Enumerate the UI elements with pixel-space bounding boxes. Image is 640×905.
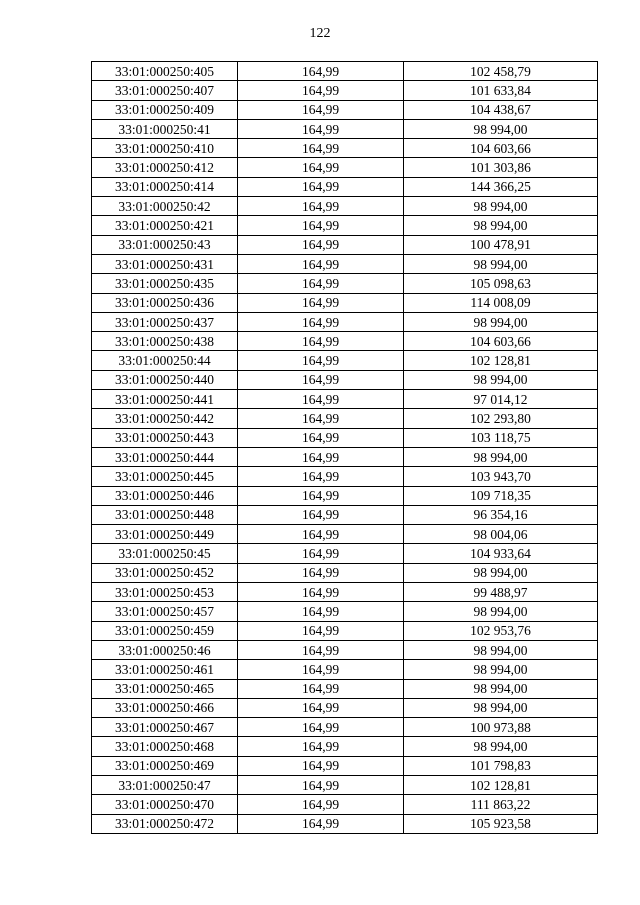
cadastral-value-cell: 98 994,00 [404,447,598,466]
cadastral-value-cell: 103 943,70 [404,467,598,486]
table-row [92,62,598,81]
cadastral-number-cell: 33:01:000250:437 [92,312,238,331]
cadastral-number-cell: 33:01:000250:44 [92,351,238,370]
rate-cell: 164,99 [238,351,404,370]
rate-cell: 164,99 [238,254,404,273]
cadastral-number-cell: 33:01:000250:438 [92,332,238,351]
table-row [92,216,598,235]
table-row [92,795,598,814]
cadastral-number-cell: 33:01:000250:461 [92,660,238,679]
cadastral-value-cell: 98 994,00 [404,660,598,679]
cadastral-value-cell: 99 488,97 [404,583,598,602]
rate-cell: 164,99 [238,775,404,794]
cadastral-number-cell: 33:01:000250:449 [92,525,238,544]
table-body [92,62,598,834]
cadastral-number-cell: 33:01:000250:421 [92,216,238,235]
rate-cell: 164,99 [238,139,404,158]
rate-cell: 164,99 [238,216,404,235]
cadastral-value-cell: 98 994,00 [404,254,598,273]
table-row [92,119,598,138]
cadastral-number-cell: 33:01:000250:441 [92,390,238,409]
table-row [92,390,598,409]
cadastral-value-cell: 98 004,06 [404,525,598,544]
table-row [92,158,598,177]
rate-cell: 164,99 [238,312,404,331]
cadastral-value-cell: 103 118,75 [404,428,598,447]
rate-cell: 164,99 [238,640,404,659]
cadastral-number-cell: 33:01:000250:459 [92,621,238,640]
table-row [92,718,598,737]
table-row [92,370,598,389]
table-row [92,254,598,273]
table-row [92,351,598,370]
cadastral-value-cell: 102 953,76 [404,621,598,640]
rate-cell: 164,99 [238,293,404,312]
table-row [92,486,598,505]
table-row [92,467,598,486]
rate-cell: 164,99 [238,119,404,138]
table-row [92,679,598,698]
cadastral-number-cell: 33:01:000250:444 [92,447,238,466]
rate-cell: 164,99 [238,505,404,524]
table-row [92,409,598,428]
table-row [92,602,598,621]
rate-cell: 164,99 [238,679,404,698]
cadastral-number-cell: 33:01:000250:442 [92,409,238,428]
cadastral-number-cell: 33:01:000250:414 [92,177,238,196]
rate-cell: 164,99 [238,177,404,196]
table-row [92,139,598,158]
cadastral-number-cell: 33:01:000250:405 [92,62,238,81]
cadastral-value-cell: 104 603,66 [404,332,598,351]
cadastral-number-cell: 33:01:000250:472 [92,814,238,833]
cadastral-value-cell: 100 478,91 [404,235,598,254]
cadastral-value-cell: 101 798,83 [404,756,598,775]
cadastral-value-cell: 98 994,00 [404,216,598,235]
cadastral-value-cell: 101 303,86 [404,158,598,177]
cadastral-value-table [91,61,598,834]
cadastral-number-cell: 33:01:000250:452 [92,563,238,582]
cadastral-value-cell: 102 458,79 [404,62,598,81]
table-row [92,775,598,794]
cadastral-value-cell: 98 994,00 [404,197,598,216]
table-row [92,698,598,717]
cadastral-value-cell: 105 923,58 [404,814,598,833]
rate-cell: 164,99 [238,467,404,486]
cadastral-number-cell: 33:01:000250:457 [92,602,238,621]
cadastral-value-cell: 104 933,64 [404,544,598,563]
cadastral-number-cell: 33:01:000250:440 [92,370,238,389]
table-row [92,505,598,524]
cadastral-number-cell: 33:01:000250:42 [92,197,238,216]
rate-cell: 164,99 [238,583,404,602]
cadastral-value-cell: 98 994,00 [404,119,598,138]
cadastral-number-cell: 33:01:000250:431 [92,254,238,273]
rate-cell: 164,99 [238,718,404,737]
cadastral-number-cell: 33:01:000250:469 [92,756,238,775]
cadastral-number-cell: 33:01:000250:407 [92,81,238,100]
rate-cell: 164,99 [238,602,404,621]
cadastral-value-cell: 102 293,80 [404,409,598,428]
table-row [92,621,598,640]
cadastral-value-cell: 97 014,12 [404,390,598,409]
rate-cell: 164,99 [238,197,404,216]
cadastral-value-cell: 105 098,63 [404,274,598,293]
table-row [92,293,598,312]
rate-cell: 164,99 [238,660,404,679]
rate-cell: 164,99 [238,62,404,81]
page-number: 122 [309,26,331,41]
cadastral-value-cell: 98 994,00 [404,640,598,659]
cadastral-value-cell: 98 994,00 [404,563,598,582]
table-row [92,525,598,544]
cadastral-value-cell: 104 438,67 [404,100,598,119]
cadastral-number-cell: 33:01:000250:465 [92,679,238,698]
cadastral-number-cell: 33:01:000250:47 [92,775,238,794]
cadastral-value-cell: 102 128,81 [404,775,598,794]
rate-cell: 164,99 [238,332,404,351]
cadastral-value-cell: 98 994,00 [404,370,598,389]
cadastral-value-cell: 111 863,22 [404,795,598,814]
table-row [92,544,598,563]
cadastral-value-cell: 102 128,81 [404,351,598,370]
rate-cell: 164,99 [238,81,404,100]
cadastral-number-cell: 33:01:000250:453 [92,583,238,602]
cadastral-number-cell: 33:01:000250:43 [92,235,238,254]
rate-cell: 164,99 [238,370,404,389]
table-row [92,563,598,582]
rate-cell: 164,99 [238,486,404,505]
cadastral-value-cell: 104 603,66 [404,139,598,158]
rate-cell: 164,99 [238,756,404,775]
cadastral-number-cell: 33:01:000250:45 [92,544,238,563]
cadastral-number-cell: 33:01:000250:446 [92,486,238,505]
cadastral-number-cell: 33:01:000250:467 [92,718,238,737]
rate-cell: 164,99 [238,447,404,466]
table-row [92,447,598,466]
table-row [92,756,598,775]
cadastral-value-cell: 98 994,00 [404,679,598,698]
rate-cell: 164,99 [238,158,404,177]
cadastral-number-cell: 33:01:000250:412 [92,158,238,177]
cadastral-value-cell: 98 994,00 [404,312,598,331]
cadastral-number-cell: 33:01:000250:445 [92,467,238,486]
table-row [92,583,598,602]
table-row [92,660,598,679]
rate-cell: 164,99 [238,409,404,428]
cadastral-value-cell: 144 366,25 [404,177,598,196]
cadastral-number-cell: 33:01:000250:470 [92,795,238,814]
cadastral-number-cell: 33:01:000250:443 [92,428,238,447]
rate-cell: 164,99 [238,100,404,119]
cadastral-number-cell: 33:01:000250:435 [92,274,238,293]
table-row [92,332,598,351]
rate-cell: 164,99 [238,525,404,544]
rate-cell: 164,99 [238,737,404,756]
cadastral-value-cell: 114 008,09 [404,293,598,312]
table-row [92,81,598,100]
cadastral-number-cell: 33:01:000250:466 [92,698,238,717]
cadastral-value-cell: 100 973,88 [404,718,598,737]
cadastral-number-cell: 33:01:000250:436 [92,293,238,312]
rate-cell: 164,99 [238,563,404,582]
cadastral-value-cell: 98 994,00 [404,602,598,621]
rate-cell: 164,99 [238,795,404,814]
rate-cell: 164,99 [238,621,404,640]
rate-cell: 164,99 [238,390,404,409]
cadastral-number-cell: 33:01:000250:46 [92,640,238,659]
table-row [92,312,598,331]
cadastral-value-cell: 109 718,35 [404,486,598,505]
cadastral-value-cell: 98 994,00 [404,737,598,756]
table-row [92,100,598,119]
cadastral-value-cell: 101 633,84 [404,81,598,100]
cadastral-number-cell: 33:01:000250:410 [92,139,238,158]
table-row [92,235,598,254]
table-row [92,640,598,659]
cadastral-number-cell: 33:01:000250:41 [92,119,238,138]
cadastral-number-cell: 33:01:000250:409 [92,100,238,119]
cadastral-value-cell: 96 354,16 [404,505,598,524]
rate-cell: 164,99 [238,544,404,563]
table-row [92,737,598,756]
rate-cell: 164,99 [238,235,404,254]
cadastral-number-cell: 33:01:000250:468 [92,737,238,756]
table-row [92,177,598,196]
table-row [92,197,598,216]
cadastral-value-cell: 98 994,00 [404,698,598,717]
cadastral-number-cell: 33:01:000250:448 [92,505,238,524]
rate-cell: 164,99 [238,814,404,833]
table-row [92,274,598,293]
rate-cell: 164,99 [238,428,404,447]
table-row [92,814,598,833]
rate-cell: 164,99 [238,274,404,293]
rate-cell: 164,99 [238,698,404,717]
table-row [92,428,598,447]
